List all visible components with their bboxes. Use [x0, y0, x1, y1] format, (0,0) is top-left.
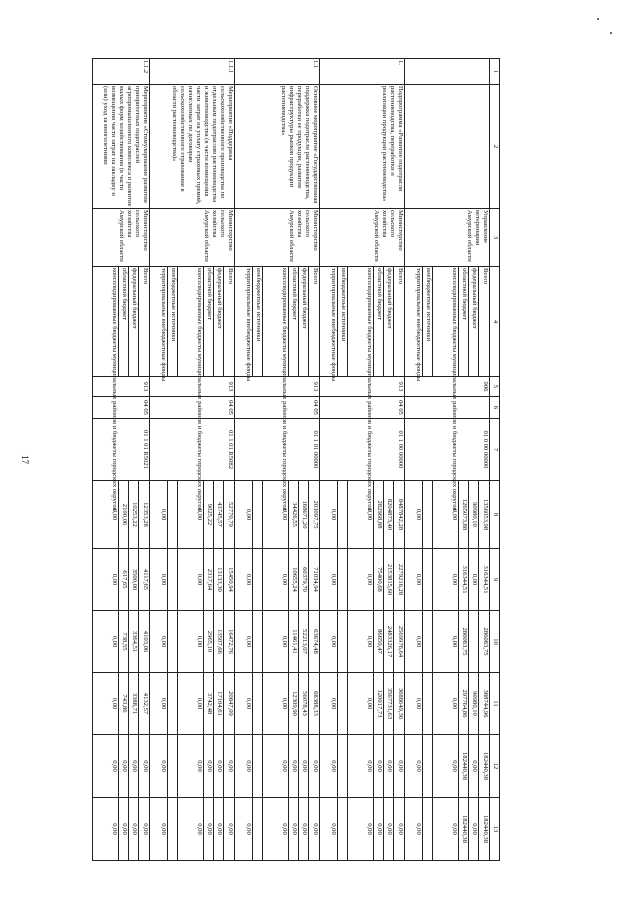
amount-cell: 75400,68	[374, 549, 384, 611]
amount-cell: 60379,70	[299, 549, 309, 611]
amount-cell: 12309,90	[289, 673, 299, 735]
amount-cell: 297764,86	[459, 673, 469, 735]
amount-cell: 0,00	[289, 798, 299, 861]
amount-cell: 0,00	[204, 735, 214, 798]
funding-source: областной бюджет	[289, 267, 299, 377]
funding-source: внебюджетные источники	[168, 267, 178, 377]
amount-cell	[469, 611, 479, 673]
amount-cell: 0,00	[348, 673, 374, 735]
amount-cell: 0,00	[263, 735, 289, 798]
amount-cell: 0,00	[214, 735, 224, 798]
funding-source: Всего	[394, 267, 405, 377]
column-number-2: 2	[490, 85, 500, 209]
amount-cell: 0,00	[150, 611, 168, 673]
amount-cell: 11461,41	[289, 611, 299, 673]
amount-cell: 0,00	[433, 673, 459, 735]
amount-cell: 4132,57	[139, 673, 150, 735]
funding-source: областной бюджет	[374, 267, 384, 377]
amount-cell: 52770,79	[224, 481, 235, 549]
funding-source: внебюджетные источники	[423, 267, 433, 377]
amount-cell: 2100,06	[119, 481, 129, 549]
item-number: 1.1.1	[150, 59, 235, 85]
amount-cell: 43745,57	[214, 481, 224, 549]
code-csr: 01 1 01 R5021	[93, 419, 150, 481]
code-csr: 01 1 01 00000	[235, 419, 320, 481]
amount-cell: 4117,65	[139, 549, 150, 611]
amount-cell: 13133,30	[214, 549, 224, 611]
amount-cell: 203097,75	[309, 481, 320, 549]
code-rzpr	[405, 397, 490, 419]
amount-cell	[253, 611, 263, 673]
amount-cell: 0,00	[263, 798, 289, 861]
funding-source: территориальные внебюджетные фонды	[320, 267, 338, 377]
amount-cell	[253, 798, 263, 861]
amount-cell: 286083,75	[479, 611, 490, 673]
amount-cell: 0,00	[119, 735, 129, 798]
amount-cell: 0,00	[235, 481, 253, 549]
amount-cell: 0,00	[309, 798, 320, 861]
funding-source: консолидированные бюджеты муниципальных районов и бюджеты городских округов	[348, 267, 374, 377]
funding-source: Всего	[139, 267, 150, 377]
funding-source: территориальные внебюджетные фонды	[150, 267, 168, 377]
table-row	[479, 59, 490, 861]
funding-source: консолидированные бюджеты муниципальных районов и бюджеты городских округов	[263, 267, 289, 377]
amount-cell: 2965,10	[204, 611, 214, 673]
amount-cell: 0,00	[348, 611, 374, 673]
amount-cell: 0,00	[405, 481, 423, 549]
column-number-10: 10	[490, 611, 500, 673]
amount-cell	[253, 673, 263, 735]
amount-cell: 0,00	[178, 549, 204, 611]
amount-cell: 0,00	[374, 735, 384, 798]
amount-cell: 2153815,60	[384, 549, 394, 611]
amount-cell: 3364,51	[129, 611, 139, 673]
amount-cell	[168, 673, 178, 735]
amount-cell: 0,00	[320, 481, 338, 549]
amount-cell: 0,00	[405, 611, 423, 673]
funding-source: федеральный бюджет	[299, 267, 309, 377]
column-number-12: 12	[490, 735, 500, 798]
amount-cell: 0,00	[235, 549, 253, 611]
funding-source: консолидированные бюджеты муниципальных районов и бюджеты городских округов	[433, 267, 459, 377]
funding-source: федеральный бюджет	[384, 267, 394, 377]
executor: Министерство сельского хозяйства Амурской области	[320, 209, 405, 267]
budget-table	[92, 58, 500, 861]
amount-cell: 63674,48	[309, 611, 320, 673]
amount-cell: 0,00	[235, 735, 253, 798]
amount-cell: 71034,94	[309, 549, 320, 611]
amount-cell: 0,00	[93, 673, 119, 735]
amount-cell: 0,00	[235, 611, 253, 673]
executor: Управление ветеринарии Амурской области	[405, 209, 490, 267]
column-number-5: 5	[490, 377, 500, 397]
funding-source: федеральный бюджет	[129, 267, 139, 377]
amount-cell: 0,00	[384, 735, 394, 798]
table-row	[224, 59, 235, 861]
amount-cell	[338, 798, 348, 861]
amount-cell: 0,00	[433, 481, 459, 549]
amount-cell: 120917,73	[374, 673, 384, 735]
amount-cell: 0,00	[139, 798, 150, 861]
amount-cell: 8204873,40	[384, 481, 394, 549]
column-number-9: 9	[490, 549, 500, 611]
code-grbs: 913	[93, 377, 150, 397]
amount-cell: 0,00	[178, 798, 204, 861]
amount-cell: 0,00	[93, 481, 119, 549]
amount-cell: 0,00	[224, 735, 235, 798]
amount-cell: 3500,00	[129, 549, 139, 611]
amount-cell	[253, 735, 263, 798]
amount-cell: 182440,38	[459, 735, 469, 798]
amount-cell: 0,00	[405, 673, 423, 735]
amount-cell	[338, 673, 348, 735]
amount-cell: 90980,10	[469, 481, 479, 549]
amount-cell: 0,00	[93, 735, 119, 798]
amount-cell: 0,00	[320, 611, 338, 673]
amount-cell: 2317,64	[204, 549, 214, 611]
amount-cell: 0,00	[405, 798, 423, 861]
funding-source: областной бюджет	[459, 267, 469, 377]
item-number	[405, 59, 490, 85]
item-number: 1.1.2	[93, 59, 150, 85]
amount-cell: 0,00	[93, 611, 119, 673]
amount-cell: 0,00	[224, 798, 235, 861]
amount-cell	[338, 481, 348, 549]
amount-cell: 15450,94	[224, 549, 235, 611]
code-csr: 01 1 00 00000	[320, 419, 405, 481]
amount-cell: 0,00	[433, 549, 459, 611]
amount-cell: 743,86	[119, 673, 129, 735]
amount-cell: 0,00	[263, 611, 289, 673]
amount-cell	[168, 798, 178, 861]
amount-cell	[168, 611, 178, 673]
code-csr: 01 0 00 00000	[405, 419, 490, 481]
amount-cell: 0,00	[150, 735, 168, 798]
amount-cell: 388744,96	[479, 673, 490, 735]
amount-cell: 0,00	[320, 798, 338, 861]
amount-cell: 10253,22	[129, 481, 139, 549]
amount-cell: 20847,09	[224, 673, 235, 735]
amount-cell	[423, 735, 433, 798]
amount-cell: 0,00	[139, 735, 150, 798]
amount-cell	[253, 481, 263, 549]
amount-cell: 52213,07	[299, 611, 309, 673]
amount-cell: 617,65	[119, 549, 129, 611]
amount-cell: 0,00	[433, 611, 459, 673]
amount-cell: 168671,20	[299, 481, 309, 549]
amount-cell: 0,00	[348, 735, 374, 798]
amount-cell: 68388,33	[309, 673, 320, 735]
amount-cell: 2279216,28	[394, 549, 405, 611]
amount-cell	[338, 549, 348, 611]
scan-speck	[610, 32, 612, 34]
amount-cell: 8487842,28	[394, 481, 405, 549]
column-number-row	[490, 59, 500, 861]
amount-cell: 0,00	[129, 735, 139, 798]
amount-cell: 182440,38	[479, 798, 490, 861]
column-number-1: 1	[490, 59, 500, 85]
column-number-4: 4	[490, 267, 500, 377]
amount-cell: 0,00	[469, 735, 479, 798]
funding-source: внебюджетные источники	[253, 267, 263, 377]
amount-cell: 0,00	[178, 673, 204, 735]
item-name: Мероприятие «Стимулирование развития приоритетных подотраслей агропромышленного комплекса и развитие малых форм хозяйствования (в части возмещения части затрат на закладку и (или) уход за многолетними	[93, 85, 150, 209]
item-name	[405, 85, 490, 209]
amount-cell	[253, 549, 263, 611]
amount-cell: 0,00	[93, 798, 119, 861]
funding-source: Всего	[224, 267, 235, 377]
rotated-page-content	[102, 58, 500, 860]
amount-cell: 0,00	[299, 798, 309, 861]
amount-cell: 0,00	[178, 611, 204, 673]
amount-cell: 0,00	[433, 798, 459, 861]
amount-cell: 9025,22	[204, 481, 214, 549]
column-number-6: 6	[490, 397, 500, 419]
table-row	[309, 59, 320, 861]
amount-cell: 0,00	[150, 481, 168, 549]
amount-cell: 2569976,64	[394, 611, 405, 673]
amount-cell: 0,00	[204, 798, 214, 861]
amount-cell	[423, 611, 433, 673]
code-grbs: 913	[235, 377, 320, 397]
amount-cell: 34426,55	[289, 481, 299, 549]
amount-cell: 13507,66	[214, 611, 224, 673]
table-row	[139, 59, 150, 861]
funding-source: территориальные внебюджетные фонды	[405, 267, 423, 377]
code-rzpr: 04 05	[93, 397, 150, 419]
code-rzpr: 04 05	[320, 397, 405, 419]
item-name: Мероприятие «Поддержка сельскохозяйственного производства по отдельным подотраслям растениеводства и животноводства (в части возмещения части затрат на уплату страховых премий, начисленных по договорам сельскохозяйственного страхования в области растениеводства)»	[150, 85, 235, 209]
scan-speck	[597, 18, 599, 20]
code-rzpr: 04 05	[150, 397, 235, 419]
funding-source: областной бюджет	[119, 267, 129, 377]
column-number-3: 3	[490, 209, 500, 267]
amount-cell: 0,00	[348, 798, 374, 861]
funding-source: федеральный бюджет	[214, 267, 224, 377]
amount-cell	[423, 481, 433, 549]
amount-cell: 182440,38	[459, 798, 469, 861]
code-rzpr: 04 05	[235, 397, 320, 419]
amount-cell: 3388,71	[129, 673, 139, 735]
amount-cell: 0,00	[469, 549, 479, 611]
amount-cell: 16472,76	[224, 611, 235, 673]
amount-cell: 0,00	[320, 549, 338, 611]
item-number: 1.	[320, 59, 405, 85]
amount-cell: 3742,48	[204, 673, 214, 735]
funding-source: областной бюджет	[204, 267, 214, 377]
amount-cell	[168, 735, 178, 798]
amount-cell: 0,00	[150, 798, 168, 861]
amount-cell	[338, 611, 348, 673]
amount-cell	[423, 798, 433, 861]
amount-cell: 0,00	[263, 549, 289, 611]
column-number-8: 8	[490, 481, 500, 549]
item-name: Основное мероприятие «Государственная поддержка подотрасли растениеводства, переработки ее продукции, развитие инфраструктуры рынков продукции растениеводства»	[235, 85, 320, 209]
amount-cell: 0,00	[299, 735, 309, 798]
amount-cell: 0,00	[129, 798, 139, 861]
amount-cell: 0,00	[119, 798, 129, 861]
amount-cell: 0,00	[405, 735, 423, 798]
amount-cell: 56078,43	[299, 673, 309, 735]
amount-cell: 316344,51	[459, 549, 469, 611]
funding-source: внебюджетные источники	[338, 267, 348, 377]
amount-cell: 0,00	[150, 673, 168, 735]
column-number-7: 7	[490, 419, 500, 481]
column-number-11: 11	[490, 673, 500, 735]
amount-cell: 3688649,36	[394, 673, 405, 735]
amount-cell: 10655,24	[289, 549, 299, 611]
amount-cell: 0,00	[178, 735, 204, 798]
page-number: 17	[20, 455, 30, 464]
item-number: 1.1	[235, 59, 320, 85]
amount-cell: 0,00	[348, 549, 374, 611]
funding-source: Всего	[309, 267, 320, 377]
item-name: Подпрограмма «Развитие подотрасли растениеводства, переработки и реализации продукции растениеводства»	[320, 85, 405, 209]
amount-cell: 0,00	[178, 481, 204, 549]
amount-cell: 1265073,88	[459, 481, 469, 549]
executor: Министерство сельского хозяйства Амурской области	[235, 209, 320, 267]
amount-cell: 4103,06	[139, 611, 150, 673]
amount-cell: 0,00	[93, 549, 119, 611]
amount-cell: 0,00	[394, 735, 405, 798]
amount-cell: 0,00	[374, 798, 384, 861]
amount-cell: 0,00	[469, 798, 479, 861]
funding-source: федеральный бюджет	[469, 267, 479, 377]
amount-cell: 0,00	[263, 673, 289, 735]
amount-cell: 0,00	[348, 481, 374, 549]
amount-cell: 0,00	[320, 735, 338, 798]
amount-cell: 0,00	[150, 549, 168, 611]
table-row	[394, 59, 405, 861]
amount-cell: 2483326,17	[384, 611, 394, 673]
amount-cell: 3567731,63	[384, 673, 394, 735]
amount-cell	[168, 481, 178, 549]
amount-cell: 0,00	[214, 798, 224, 861]
amount-cell: 0,00	[289, 735, 299, 798]
amount-cell: 182440,38	[479, 735, 490, 798]
amount-cell: 0,00	[235, 798, 253, 861]
amount-cell: 738,55	[119, 611, 129, 673]
executor: Министерство сельского хозяйства Амурской области	[150, 209, 235, 267]
amount-cell: 0,00	[309, 735, 320, 798]
amount-cell: 286083,75	[459, 611, 469, 673]
amount-cell	[423, 673, 433, 735]
amount-cell: 12353,28	[139, 481, 150, 549]
amount-cell: 86650,47	[374, 611, 384, 673]
amount-cell	[423, 549, 433, 611]
amount-cell: 0,00	[394, 798, 405, 861]
code-grbs: 906	[405, 377, 490, 397]
amount-cell: 282968,88	[374, 481, 384, 549]
amount-cell: 0,00	[433, 735, 459, 798]
funding-source: консолидированные бюджеты муниципальных районов и бюджеты городских округов	[178, 267, 204, 377]
executor: Министерство сельского хозяйства Амурской области	[93, 209, 150, 267]
amount-cell: 316344,51	[479, 549, 490, 611]
code-grbs: 913	[150, 377, 235, 397]
amount-cell	[338, 735, 348, 798]
amount-cell: 0,00	[405, 549, 423, 611]
funding-source: консолидированные бюджеты муниципальных районов и бюджеты городских округов	[93, 267, 119, 377]
amount-cell: 1356053,98	[479, 481, 490, 549]
column-number-13: 13	[490, 798, 500, 861]
amount-cell: 0,00	[320, 673, 338, 735]
amount-cell: 0,00	[384, 798, 394, 861]
code-grbs: 913	[320, 377, 405, 397]
amount-cell: 90980,10	[469, 673, 479, 735]
amount-cell	[168, 549, 178, 611]
funding-source: территориальные внебюджетные фонды	[235, 267, 253, 377]
code-csr: 01 1 01 R5082	[150, 419, 235, 481]
amount-cell: 17104,61	[214, 673, 224, 735]
amount-cell: 0,00	[235, 673, 253, 735]
funding-source: Всего	[479, 267, 490, 377]
amount-cell: 0,00	[263, 481, 289, 549]
